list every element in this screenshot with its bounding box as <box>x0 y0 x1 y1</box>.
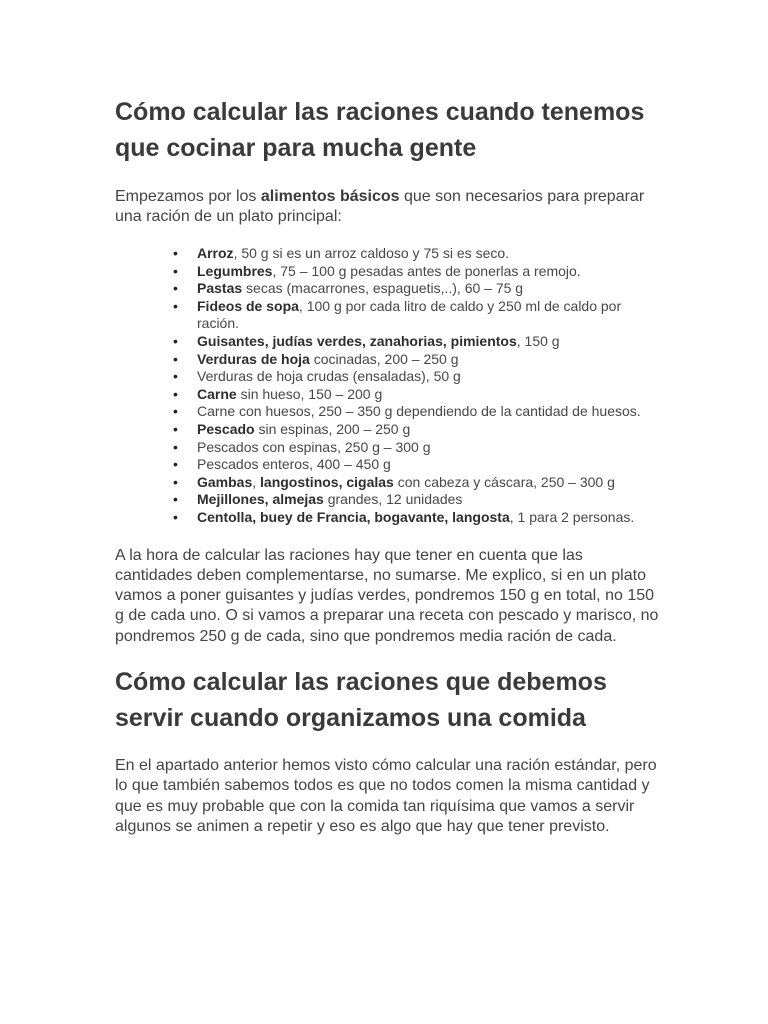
list-item-text: , 50 g si es un arroz caldoso y 75 si es seco. <box>233 245 510 261</box>
list-item <box>197 491 660 509</box>
list-item-text: sin hueso, 150 – 200 g <box>236 385 383 402</box>
list-item-food: Pescado <box>197 420 255 437</box>
list-item-food: Centolla, buey de Francia, bogavante, langosta <box>197 508 510 525</box>
intro-paragraph <box>115 187 660 227</box>
list-item-text: secas (macarrones, espaguetis,..), 60 – 75 g <box>242 280 524 297</box>
list-item-text: , 100 g por cada litro de caldo y 250 ml de caldo por ración. <box>197 297 622 332</box>
list-item <box>197 474 660 492</box>
list-item-text: , 1 para 2 personas. <box>509 508 635 525</box>
list-item <box>197 351 660 369</box>
list-item-food: Gambas <box>197 473 253 490</box>
list-item <box>197 456 660 474</box>
list-item-text: , <box>252 473 261 490</box>
intro-text-bold: alimentos básicos <box>260 188 400 205</box>
list-item-food: Legumbres <box>197 262 273 279</box>
list-item-text: Verduras de hoja crudas (ensaladas), 50 g <box>197 368 461 385</box>
article-body <box>115 94 660 837</box>
list-item <box>197 421 660 439</box>
paragraph-standard-portion: En el apartado anterior hemos visto cómo calcular una ración estándar, pero lo que también sabemos todos es que no todos comen la misma cantidad y que es muy probable que con la comida tan riquísima que vamos a servir algunos se animen a repetir y eso es algo que hay que tener previsto. <box>115 756 657 835</box>
section-heading-1: Cómo calcular las raciones cuando tenemos que cocinar para mucha gente <box>115 98 645 162</box>
list-item-food: langostinos, cigalas <box>260 473 394 490</box>
list-item <box>197 280 660 298</box>
list-item-text: con cabeza y cáscara, 250 – 300 g <box>393 473 615 490</box>
list-item-text: Pescados con espinas, 250 g – 300 g <box>197 438 431 455</box>
list-item-text: cocinadas, 200 – 250 g <box>309 350 459 367</box>
list-item <box>197 368 660 386</box>
list-item-text: grandes, 12 unidades <box>323 491 463 508</box>
list-item-food: Carne <box>197 385 237 402</box>
list-item <box>197 263 660 281</box>
list-item-text: Pescados enteros, 400 – 450 g <box>197 456 391 473</box>
list-item <box>197 298 660 333</box>
list-item-food: Verduras de hoja <box>197 350 310 367</box>
intro-text-post: que son necesarios para preparar una ración de un plato principal: <box>115 188 645 225</box>
list-item-text: sin espinas, 200 – 250 g <box>254 420 411 437</box>
list-item <box>197 439 660 457</box>
list-item-text: , 75 – 100 g pesadas antes de ponerlas a remojo. <box>272 262 581 279</box>
list-item-text: , 150 g <box>516 332 560 349</box>
list-item <box>197 333 660 351</box>
paragraph-complement-quantities: A la hora de calcular las raciones hay que tener en cuenta que las cantidades deben complementarse, no sumarse. Me explico, si en un plato vamos a poner guisantes y judías verdes, pondremos 150 g en total, no 150 g de cada uno. O si vamos a preparar una receta con pescado y marisco, no pondremos 250 g de cada, sino que pondremos media ración de cada. <box>115 546 659 645</box>
list-item-food: Arroz <box>197 245 234 261</box>
food-portions-list <box>115 245 660 527</box>
list-item <box>197 245 660 263</box>
list-item <box>197 386 660 404</box>
list-item-food: Guisantes, judías verdes, zanahorias, pimientos <box>197 332 517 349</box>
section-heading-2: Cómo calcular las raciones que debemos servir cuando organizamos una comida <box>115 667 607 732</box>
list-item <box>197 509 660 527</box>
list-item <box>197 403 660 421</box>
list-item-food: Fideos de sopa <box>197 297 299 314</box>
list-item-food: Pastas <box>197 280 243 297</box>
intro-text-pre: Empezamos por los <box>115 188 261 205</box>
list-item-food: Mejillones, almejas <box>197 491 324 508</box>
list-item-text: Carne con huesos, 250 – 350 g dependiendo de la cantidad de huesos. <box>197 403 641 420</box>
